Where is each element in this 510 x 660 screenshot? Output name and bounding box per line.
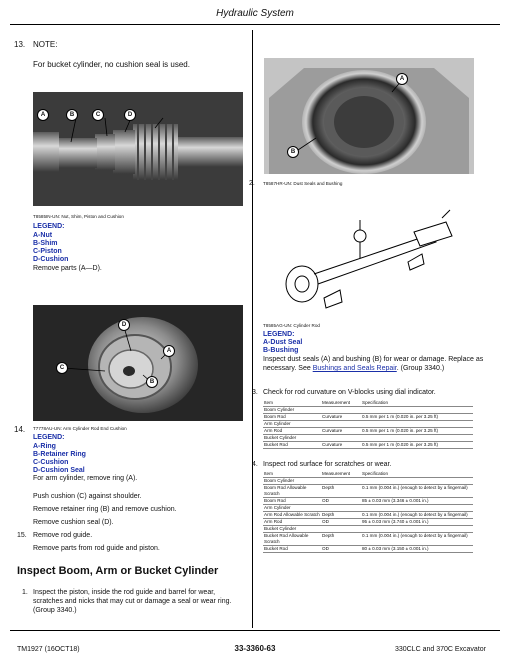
table-cell: Bucket Cylinder: [263, 435, 321, 442]
figure-1-instruction: Remove parts (A—D).: [33, 265, 102, 272]
legend-item: D-Cushion Seal: [33, 467, 85, 474]
legend-item: A-Dust Seal: [263, 339, 303, 346]
section-heading: Inspect Boom, Arm or Bucket Cylinder: [17, 565, 219, 577]
table-cell: 0.5 mm per 1 m (0.020 in. per 3.25 ft): [361, 428, 473, 435]
table-row: [263, 512, 473, 519]
step-15-title: Remove rod guide.: [33, 532, 93, 539]
table-cell: OD: [321, 519, 361, 526]
table-cell: [361, 505, 473, 512]
table-row: [263, 546, 473, 553]
table-cell: [361, 421, 473, 428]
legend-item: D-Cushion: [33, 256, 69, 263]
table-cell: [321, 478, 361, 485]
step-14-text: For arm cylinder, remove ring (A).: [33, 475, 138, 482]
inspect-1-text: Inspect the piston, inside the rod guide and barrel for wear, scratches and nicks that may cut or damage a seal or wear ring. (Group 3340.): [33, 589, 232, 614]
table-row: [263, 442, 473, 449]
table-cell: Bucket Rod: [263, 442, 321, 449]
table-cell: Arm Cylinder: [263, 505, 321, 512]
table-cell: Boom Cylinder: [263, 407, 321, 414]
table-header: Specification: [361, 471, 473, 478]
callout-b: B: [287, 146, 299, 158]
page-header-title: Hydraulic System: [216, 8, 294, 19]
table-cell: 85 ± 0.03 mm (3.346 ± 0.001 in.): [361, 498, 473, 505]
table-header: Specification: [361, 400, 473, 407]
table-cell: [361, 435, 473, 442]
step-13-title: NOTE:: [33, 40, 58, 49]
table-cell: Depth: [321, 533, 361, 546]
callout-d: D: [124, 109, 136, 121]
table-cell: Bucket Rod: [263, 546, 321, 553]
figure-3-caption: T8587HR-UN: Dust Seals and Bushing: [263, 181, 343, 186]
table-cell: [361, 478, 473, 485]
table-cell: Boom Rod Allowable Scratch: [263, 485, 321, 498]
step-2-text: Inspect dust seals (A) and bushing (B) for wear or damage. Replace as necessary. See Bushings and Seals Repair. (Group 3340.): [263, 356, 484, 372]
header-rule: [10, 24, 500, 25]
step-4-number: 4.: [252, 461, 258, 468]
table-row: [263, 407, 473, 414]
table-row: [263, 435, 473, 442]
footer-page-number: 33-3360-63: [234, 644, 276, 653]
table-cell: Depth: [321, 485, 361, 498]
rod-surface-spec-table: [263, 471, 473, 553]
cylinder-rod-drawing: [264, 202, 474, 314]
table-cell: [321, 407, 361, 414]
table-cell: Arm Rod Allowable Scratch: [264, 512, 320, 517]
legend-item: B-Shim: [33, 240, 58, 247]
table-row: [263, 498, 473, 505]
figure-2-legend-label: LEGEND:: [33, 434, 65, 441]
table-header: Item: [263, 471, 321, 478]
table-cell: 0.5 mm per 1 m (0.020 in. per 3.25 ft): [361, 414, 473, 421]
step-15-number: 15.: [17, 532, 27, 539]
step-13-number: 13.: [14, 40, 26, 49]
table-row: [263, 505, 473, 512]
table-row: [263, 421, 473, 428]
column-divider: [252, 30, 253, 628]
table-cell: Curvature: [321, 428, 361, 435]
legend-item: A-Ring: [33, 443, 56, 450]
table-row: [263, 428, 473, 435]
inspect-1-number: 1.: [22, 589, 28, 596]
table-cell: Boom Rod: [263, 498, 321, 505]
table-cell: 80 ± 0.03 mm (3.150 ± 0.001 in.): [361, 546, 473, 553]
step-3-title: Check for rod curvature on V-blocks using dial indicator.: [263, 389, 436, 396]
table-cell: OD: [321, 498, 361, 505]
figure-1-legend-label: LEGEND:: [33, 223, 65, 230]
table-cell: OD: [321, 546, 361, 553]
legend-item: B-Retainer Ring: [33, 451, 86, 458]
step-14-sub-2: Remove retainer ring (B) and remove cushion.: [33, 506, 177, 513]
legend-item: A-Nut: [33, 232, 53, 239]
step-14-sub-1: Push cushion (C) against shoulder.: [33, 493, 142, 500]
table-cell: 95 ± 0.03 mm (3.740 ± 0.001 in.): [361, 519, 473, 526]
step-15-text: Remove parts from rod guide and piston.: [33, 545, 160, 552]
figure-4-legend-label: LEGEND:: [263, 331, 295, 338]
callout-b: B: [146, 376, 158, 388]
table-row: [263, 519, 473, 526]
table-cell: [361, 407, 473, 414]
table-cell: [321, 526, 361, 533]
step-4-title: Inspect rod surface for scratches or wear.: [263, 461, 392, 468]
figure-4-caption: T8585AG-UN: Cylinder Rod: [263, 323, 320, 328]
legend-item: C-Cushion: [33, 459, 69, 466]
table-cell: [361, 526, 473, 533]
curvature-spec-table: [263, 400, 473, 449]
callout-a: A: [163, 345, 175, 357]
table-cell: Curvature: [321, 442, 361, 449]
step-14-sub-3: Remove cushion seal (D).: [33, 519, 114, 526]
table-cell: [321, 505, 361, 512]
table-cell: Bucket Cylinder: [263, 526, 321, 533]
table-cell: Arm Rod: [263, 428, 321, 435]
callout-b: B: [66, 109, 78, 121]
callout-a: A: [37, 109, 49, 121]
step-2-number: 2.: [249, 180, 255, 187]
table-header: Item: [263, 400, 321, 407]
table-header: Measurement: [321, 400, 361, 407]
callout-c: C: [92, 109, 104, 121]
table-cell: Depth: [321, 512, 361, 519]
table-cell: Arm Rod: [263, 519, 321, 526]
step-3-number: 3.: [252, 389, 258, 396]
table-cell: 0.1 mm (0.004 in.) (enough to detect by a fingernail): [361, 512, 473, 519]
step-13-note: For bucket cylinder, no cushion seal is used.: [33, 60, 190, 69]
table-cell: Bucket Rod Allowable Scratch: [263, 533, 321, 546]
footer-rule: [10, 630, 500, 631]
table-cell: 0.1 mm (0.004 in.) (enough to detect by a fingernail): [361, 533, 473, 546]
table-cell: Boom Rod: [263, 414, 321, 421]
table-row: [263, 485, 473, 498]
legend-item: B-Bushing: [263, 347, 299, 354]
piston-assembly-photo: [33, 92, 243, 206]
table-cell: Boom Cylinder: [263, 478, 321, 485]
table-row: [263, 478, 473, 485]
footer-doc-id: TM1927 (16OCT18): [17, 646, 80, 653]
legend-item: C-Piston: [33, 248, 62, 255]
table-header: Measurement: [321, 471, 361, 478]
table-row: [263, 414, 473, 421]
table-cell: 0.1 mm (0.004 in.) (enough to detect by a fingernail): [361, 485, 473, 498]
table-cell: [321, 435, 361, 442]
figure-1-caption: T8585IN-UN: Nut, Shim, Piston and Cushion: [33, 214, 124, 219]
table-row: [263, 533, 473, 546]
figure-2-caption: T7778AU-UN: Arm Cylinder Rod End Cushion: [33, 426, 127, 431]
table-row: [263, 526, 473, 533]
footer-model: 330CLC and 370C Excavator: [394, 646, 486, 653]
step-14-number: 14.: [14, 425, 26, 434]
callout-c: C: [56, 362, 68, 374]
callout-d: D: [118, 319, 130, 331]
table-cell: [321, 421, 361, 428]
bushings-seals-repair-link[interactable]: Bushings and Seals Repair: [312, 365, 397, 372]
table-cell: Arm Cylinder: [263, 421, 321, 428]
callout-a: A: [396, 73, 408, 85]
table-cell: 0.5 mm per 1 m (0.020 in. per 3.25 ft): [361, 442, 473, 449]
table-cell: Curvature: [321, 414, 361, 421]
